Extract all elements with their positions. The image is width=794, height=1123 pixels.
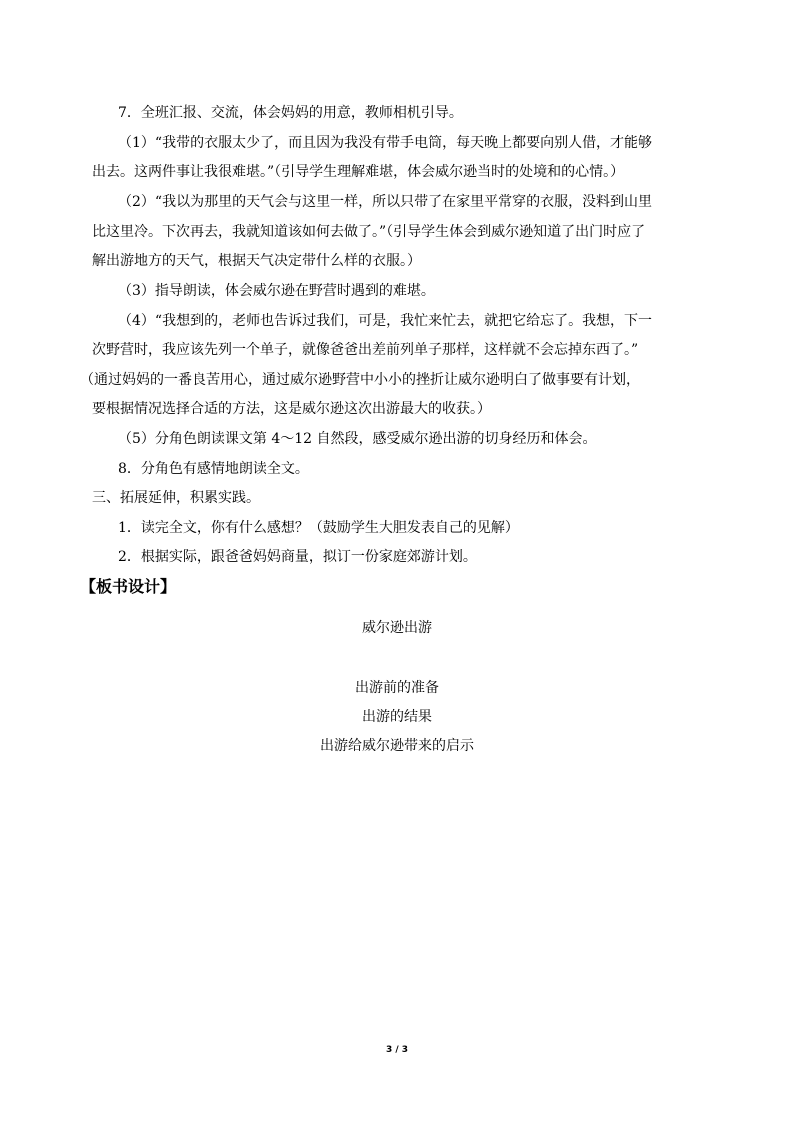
board-item-prep: 出游前的准备 (355, 680, 439, 696)
quote-2-line-2: 比这里冷。下次再去，我就知道该如何去做了。”（引导学生体会到威尔逊知道了出门时应了 (92, 224, 646, 240)
section-3-heading: 三、拓展延伸，积累实践。 (92, 490, 260, 506)
board-title: 威尔逊出游 (362, 620, 432, 636)
quote-1-line-2: 出去。这两件事让我很难堪。”（引导学生理解难堪，体会威尔逊当时的处境和的心情。） (92, 164, 625, 180)
quote-2-line-1: （2）“我以为那里的天气会与这里一样，所以只带了在家里平常穿的衣服，没料到山里 (118, 194, 653, 210)
quote-1-line-1: （1）“我带的衣服太少了，而且因为我没有带手电筒，每天晚上都要向别人借，才能够 (118, 135, 653, 151)
extension-item-1: 1．读完全文，你有什么感想？（鼓励学生大胆发表自己的见解） (118, 520, 519, 536)
item-5: （5）分角色朗读课文第 4～12 自然段，感受威尔逊出游的切身经历和体会。 (118, 431, 597, 447)
item-3: （3）指导朗读，体会威尔逊在野营时遇到的难堪。 (118, 283, 435, 299)
step-8: 8．分角色有感情地朗读全文。 (118, 461, 309, 477)
page-number: 3 / 3 (385, 1045, 409, 1055)
step-7: 7．全班汇报、交流，体会妈妈的用意，教师相机引导。 (118, 105, 463, 121)
quote-2-line-3: 解出游地方的天气，根据天气决定带什么样的衣服。） (92, 253, 421, 269)
board-item-insight: 出游给威尔逊带来的启示 (320, 738, 474, 754)
board-item-result: 出游的结果 (362, 709, 432, 725)
quote-4-line-3: （通过妈妈的一番良苦用心，通过威尔逊野营中小小的挫折让威尔逊明白了做事要有计划， (80, 372, 640, 388)
extension-item-2: 2．根据实际，跟爸爸妈妈商量，拟订一份家庭郊游计划。 (118, 549, 477, 565)
quote-4-line-2: 次野营时，我应该先列一个单子，就像爸爸出差前列单子那样，这样就不会忘掉东西了。” (92, 342, 639, 358)
board-design-heading: 【板书设计】 (80, 577, 177, 596)
quote-4-line-1: （4）“我想到的，老师也告诉过我们，可是，我忙来忙去，就把它给忘了。我想，下一 (118, 313, 653, 329)
quote-4-line-4: 要根据情况选择合适的方法，这是威尔逊这次出游最大的收获。） (92, 401, 491, 417)
